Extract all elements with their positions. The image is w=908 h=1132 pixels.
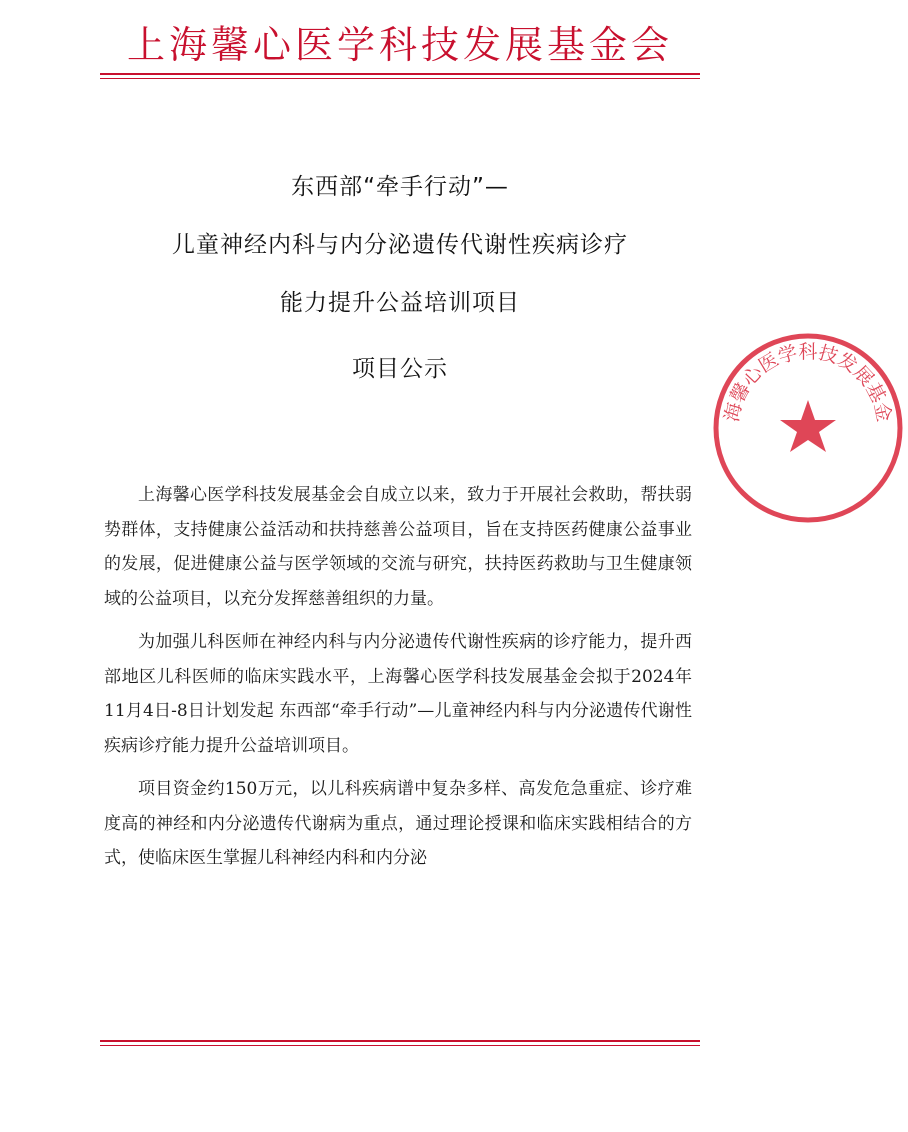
paragraph-2: 为加强儿科医师在神经内科与内分泌遗传代谢性疾病的诊疗能力，提升西部地区儿科医师的临床实践水平，上海馨心医学科技发展基金会拟于2024年11月4日-8日计划发起 东西部“牵手行动”—儿童神经内科与内分泌遗传代谢性疾病诊疗能力提升公益培训项目。 xyxy=(104,632,692,756)
footer-rule-thin xyxy=(100,1045,700,1046)
body-text xyxy=(104,478,692,885)
letterhead-rule-thin xyxy=(100,78,700,79)
title-line-1: 东西部“牵手行动”— xyxy=(291,174,509,200)
title-line-4: 项目公示 xyxy=(352,356,448,382)
title-line-3: 能力提升公益培训项目 xyxy=(280,290,520,316)
title-line-2: 儿童神经内科与内分泌遗传代谢性疾病诊疗 xyxy=(172,232,628,258)
official-seal-stamp xyxy=(698,311,908,528)
letterhead-rule xyxy=(100,73,700,75)
svg-text:上海馨心医学科技发展基金会: 上海馨心医学科技发展基金会 xyxy=(698,311,896,424)
paragraph-1: 上海馨心医学科技发展基金会自成立以来，致力于开展社会救助，帮扶弱势群体，支持健康公益活动和扶持慈善公益项目，旨在支持医药健康公益事业的发展，促进健康公益与医学领域的交流与研究，扶持医药救助与卫生健康领域的公益项目，以充分发挥慈善组织的力量。 xyxy=(104,485,692,609)
paragraph-3: 项目资金约150万元，以儿科疾病谱中复杂多样、高发危急重症、诊疗难度高的神经和内分泌遗传代谢病为重点，通过理论授课和临床实践相结合的方式，使临床医生掌握儿科神经内科和内分泌 xyxy=(104,779,692,868)
letterhead-org-name: 上海馨心医学科技发展基金会 xyxy=(126,23,673,67)
footer-rule xyxy=(100,1040,700,1042)
